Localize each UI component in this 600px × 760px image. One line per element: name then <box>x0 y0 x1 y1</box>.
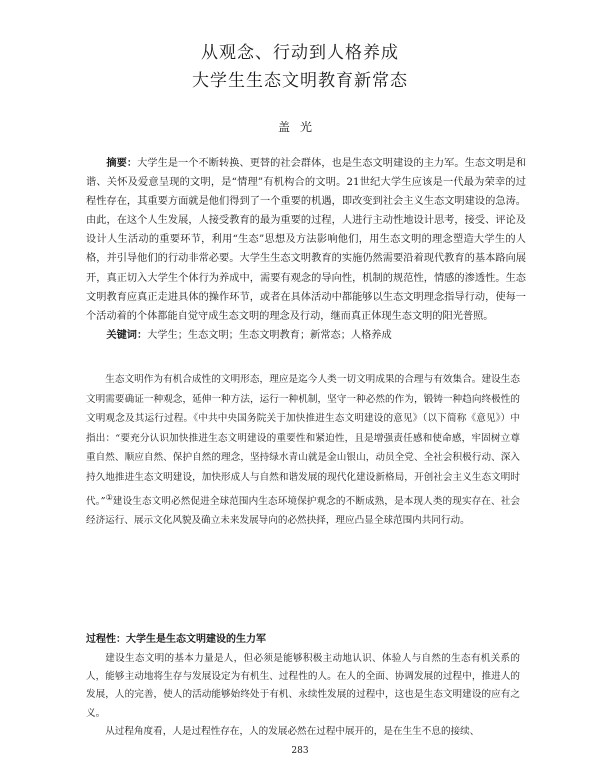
body-paragraph-3: 从过程角度看，人是过程性存在，人的发展必然在过程中展开的，是在生生不息的接续、 <box>105 725 480 737</box>
abstract-block <box>86 154 526 345</box>
body-section-intro <box>86 370 520 531</box>
paragraph-1-text: 生态文明作为有机合成性的文明形态，理应是迄今人类一切文明成果的合理与有效集合。建设生态文明需要确证一种观念，延伸一种方法，运行一种机制，坚守一种必然的作为，锻铸一种趋向终极性的文明观念及其运行过程。《中共中央国务院关于加快推进生态文明建设的意见》（以下简称《意见》）中指出：“要充分认识加快推进生态文明建设的重要性和紧迫性，且是增强责任感和使命感，牢固树立尊重自然、顺应自然、保护自然的理念，坚持绿水青山就是金山银山，动员全党、全社会积极行动、深入持久地推进生态文明建设，加快形成人与自然和谐发展的现代化建设新格局，开创社会主义生态文明时代。” <box>86 374 520 507</box>
keywords-paragraph <box>86 326 526 345</box>
body-section-process <box>86 650 520 741</box>
section-heading: 过程性：大学生是生态文明建设的生力军 <box>86 634 266 645</box>
author-name: 盖光 <box>277 120 322 134</box>
paragraph-1-tail: 建设生态文明必然促进全球范围内生态环境保护观念的不断成熟，是本现人类的现实存在、社会经济运行、展示文化风貌及确立未来发展导向的必然抉择，理应凸显全球范围内共同行动。 <box>86 495 521 527</box>
abstract-label: 摘要： <box>106 157 138 169</box>
article-title-line2: 大学生生态文明教育新常态 <box>192 71 408 91</box>
article-title-line1: 从观念、行动到人格养成 <box>201 43 399 63</box>
body-paragraph-1 <box>86 370 520 531</box>
abstract-text: 大学生是一个不断转换、更替的社会群体，也是生态文明建设的主力军。生态文明是和谐、关怀及爱意呈现的文明，是“情理”有机构合的文明。21世纪大学生应该是一代最为荣幸的过程性存在，其重要方面就是他们得到了一个重要的机遇，即改变到社会主义生态文明建设的急涛。由此，在这个人生发展，人接受教育的最为重要的过程，人进行主动性地设计思考，接受、评论及设计人生活动的重要环节，利用“生态”思想及方法影响他们，用生态文明的理念塑造大学生的人格，并引导他们的行动非常必要。大学生生态文明教育的实施仍然需要沿着现代教育的基本路向展开，真正切入大学生个体行为养成中，需要有观念的导向性，机制的规范性，情感的渗透性。生态文明教育应真正走进具体的操作环节，或者在具体活动中都能够以生态文明理念指导行动，使每一个活动着的个体都能自觉守成生态文明的理念及行动，继而真正体现生态文明的阳光普照。 <box>86 158 527 322</box>
keywords-label: 关键词： <box>106 328 148 341</box>
keywords-text: 大学生；生态文明；生态文明教育；新常态；人格养成 <box>147 329 392 341</box>
page-number: 283 <box>291 746 309 756</box>
abstract-paragraph <box>86 154 526 326</box>
footnote-marker: ① <box>105 492 113 502</box>
body-paragraph-2: 建设生态文明的基本力量是人，但必须是能够积极主动地认识、体验人与自然的生态有机关系的人，能够主动地将生存与发展设定为有机生、过程性的人。在人的全面、协调发展的过程中，推进人的发展，人的完善，使人的活动能够始终处于有机、永续性发展的过程中，这也是生态文明建设的应有之义。 <box>86 653 520 719</box>
